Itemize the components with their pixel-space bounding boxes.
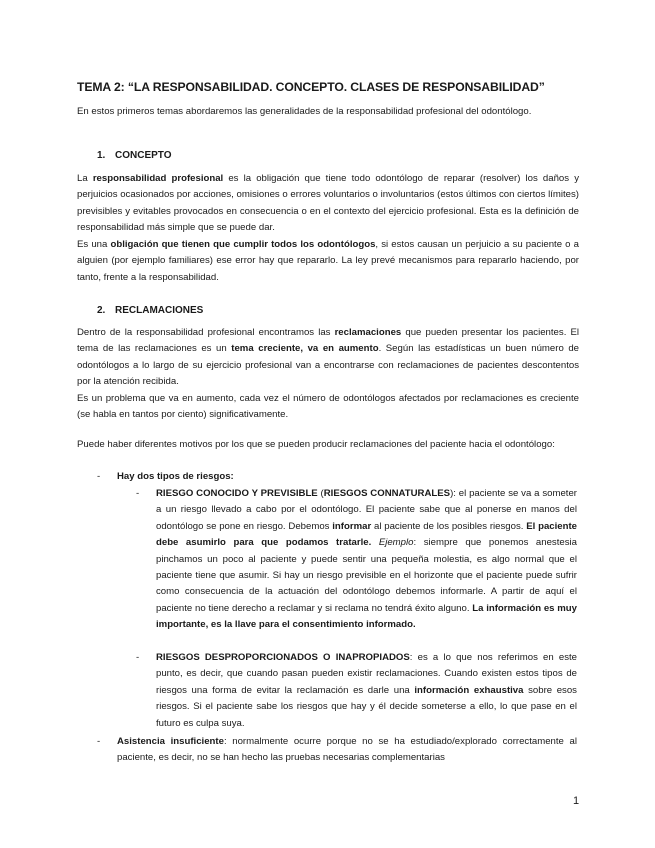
section-heading-reclamaciones — [97, 303, 203, 319]
list-item-risk-known: - RIESGO CONOCIDO Y PREVISIBLE (RIESGOS CONNATURALES): el paciente se va a someter a un riesgo llevado a cabo por el odontólogo. El paciente sabe que al ponerse en manos del odontólogo se pone en riesgo. Debemos informar al paciente de los posibles riesgos. El paciente debe asumirlo para que podamos tratarle. Ejemplo: siempre que ponemos anestesia pinchamos un poco al paciente y puede sentir una pequeña molestia, es algo normal que el paciente tiene que asumir. Si hay un riesgo previsible en el horizonte que el paciente puede sufrir como consecuencia de la actuación del odontólogo debemos informarle. A partir de aquí el paciente no tiene derecho a reclamar y si reclama no tendrá éxito alguno. La información es muy importante, es la llave para el consentimiento informado. — [136, 488, 578, 631]
list-bullet: - — [136, 488, 140, 499]
page-number: 1 — [573, 795, 580, 807]
list-item-risks: - Hay dos tipos de riesgos: — [117, 469, 577, 485]
reclamaciones-paragraph-1: Dentro de la responsabilidad profesional encontramos las reclamaciones que pueden presentar los pacientes. El tema de las reclamaciones es un tema creciente, va en aumento. Según las estadísticas un buen número de odontólogos a lo largo de su ejercicio profesional van a encontrarse con reclamaciones de pacientes descontentos por la atención recibida. — [77, 327, 580, 388]
section-number: 2. — [97, 305, 106, 316]
list-bullet: - — [97, 471, 101, 482]
reclamaciones-paragraph-2: Es un problema que va en aumento, cada vez el número de odontólogos afectados por reclamaciones es creciente (se habla en tantos por ciento) significativamente. — [77, 393, 579, 421]
list-bullet: - — [136, 652, 140, 663]
list-bullet: - — [97, 736, 101, 747]
section-title: RECLAMACIONES — [115, 305, 204, 316]
section-number: 1. — [97, 150, 106, 161]
list-item-assistance: - Asistencia insuficiente: normalmente ocurre porque no se ha estudiado/explorado correctamente al paciente, es decir, no se han hecho las pruebas necesarias complementarias — [97, 736, 577, 764]
intro-paragraph: En estos primeros temas abordaremos las generalidades de la responsabilidad profesional del odontólogo. — [77, 106, 532, 117]
concepto-paragraph-1: La responsabilidad profesional es la obligación que tiene todo odontólogo de reparar (resolver) los daños y perjuicios ocasionados por acciones, omisiones o errores voluntarios o involuntarios (estos últimos con ciertos límites) previsibles y evitables provocados en consecuencia o en el contexto del ejercicio profesional. Esta es la definición de responsabilidad más simple que se puede dar. — [77, 173, 579, 234]
reclamaciones-paragraph-3: Puede haber diferentes motivos por los que se pueden producir reclamaciones del paciente hacia el odontólogo: — [77, 439, 555, 450]
concepto-paragraph-2: Es una obligación que tienen que cumplir todos los odontólogos, si estos causan un perjuicio a su paciente o a alguien (por ejemplo familiares) ese error hay que repararlo. La ley prevé mecanismos para repararlo haciendo, por tanto, frente a la responsabilidad. — [77, 239, 579, 283]
section-heading-concepto — [97, 148, 172, 164]
section-title: CONCEPTO — [115, 150, 172, 161]
list-item-risk-disproportionate: - RIESGOS DESPROPORCIONADOS O INAPROPIADOS: es a lo que nos referimos en este punto, es decir, que cuando pasan pueden existir reclamaciones. Cuando existen estos tipos de riesgos una forma de evitar la reclamación es darle una información exhaustiva sobre esos riesgos. Si el paciente sabe los riesgos que hay y él decide someterse a ello, lo que pase en el futuro es culpa suya. — [136, 652, 578, 729]
document-title: TEMA 2: “LA RESPONSABILIDAD. CONCEPTO. CLASES DE RESPONSABILIDAD” — [77, 80, 545, 94]
